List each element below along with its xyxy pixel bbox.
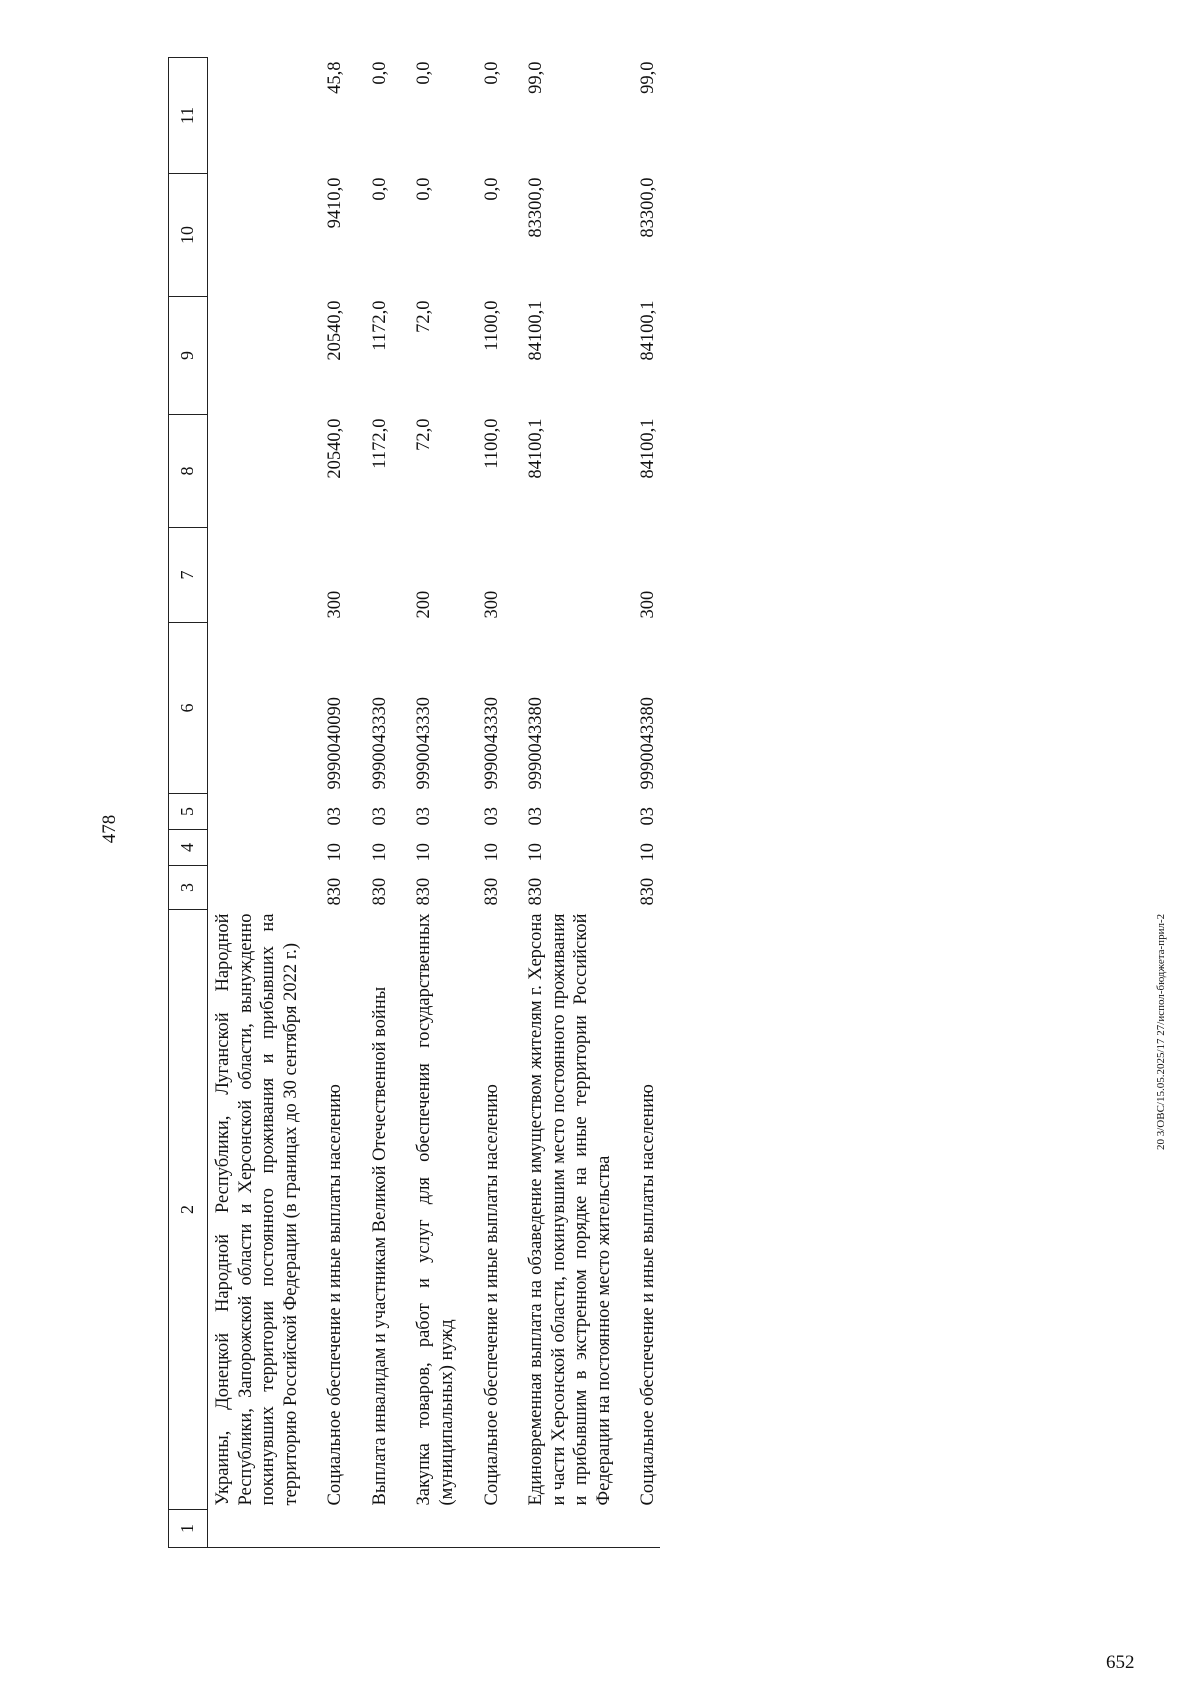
cell-c10: 83300,0 bbox=[638, 177, 659, 238]
cell-c3: 830 bbox=[526, 877, 547, 906]
cell-c4: 10 bbox=[526, 843, 547, 862]
row-name: Украины, Донецкой Народной Республики, Луганской Народной Республики, Запорожской области и Херсонской области, вынужденно покинувших территории постоянного проживания и прибывших на территорию Российской Федерации (в границах до 30 сентября 2022 г.) bbox=[213, 913, 301, 1506]
cell-c4: 10 bbox=[481, 843, 502, 862]
header-cell: 9 bbox=[169, 297, 208, 415]
cell-c8: 84100,1 bbox=[638, 418, 659, 479]
cell-c7: 300 bbox=[481, 590, 502, 619]
table-row bbox=[459, 58, 504, 1548]
header-cell: 7 bbox=[169, 528, 208, 623]
cell-c9: 1100,0 bbox=[481, 300, 502, 351]
cell-c4: 10 bbox=[369, 843, 390, 862]
row-name: Единовременная выплата на обзаведение имуществом жителям г. Херсона и части Херсонской области, покинувшим место постоянного проживания и прибывшим в экстренном порядке на иные территории Российской Федерации на постоянное место жительства bbox=[526, 913, 614, 1506]
cell-c9: 20540,0 bbox=[325, 300, 346, 361]
cell-c7: 200 bbox=[414, 590, 435, 619]
cell-c7: 300 bbox=[325, 590, 346, 619]
cell-c10: 0,0 bbox=[369, 177, 390, 201]
cell-c6: 9990043330 bbox=[414, 697, 435, 790]
cell-c3: 830 bbox=[414, 877, 435, 906]
cell-c7 bbox=[347, 528, 392, 623]
cell-c8: 84100,1 bbox=[526, 418, 547, 479]
cell-c5: 03 bbox=[325, 807, 346, 826]
cell-c7 bbox=[503, 528, 615, 623]
header-cell: 3 bbox=[169, 866, 208, 910]
cell-c11: 45,8 bbox=[325, 61, 346, 94]
table-row bbox=[347, 58, 392, 1548]
cell-c6: 9990040090 bbox=[325, 697, 346, 790]
table-row bbox=[391, 58, 458, 1548]
cell-c11: 0,0 bbox=[481, 61, 502, 85]
cell-c3: 830 bbox=[325, 877, 346, 906]
row-name: Социальное обеспечение и иные выплаты населению bbox=[325, 1084, 346, 1506]
cell-c5: 03 bbox=[481, 807, 502, 826]
cell-c6: 9990043330 bbox=[369, 697, 390, 790]
header-row bbox=[169, 58, 208, 1548]
header-cell: 5 bbox=[169, 794, 208, 830]
table-row bbox=[615, 58, 660, 1548]
cell-c9: 1172,0 bbox=[369, 300, 390, 351]
header-cell: 6 bbox=[169, 623, 208, 794]
cell-c8: 1100,0 bbox=[481, 418, 502, 469]
cell-c4: 10 bbox=[638, 843, 659, 862]
cell-c11: 99,0 bbox=[638, 61, 659, 94]
cell-c9: 72,0 bbox=[414, 300, 435, 333]
cell-c8: 72,0 bbox=[414, 418, 435, 451]
cell-c5: 03 bbox=[638, 807, 659, 826]
cell-c6: 9990043380 bbox=[526, 697, 547, 790]
rotated-table-container bbox=[168, 58, 958, 1548]
cell-c6: 9990043330 bbox=[481, 697, 502, 790]
cell-c11: 0,0 bbox=[369, 61, 390, 85]
header-cell: 1 bbox=[169, 1510, 208, 1548]
cell-c10: 83300,0 bbox=[526, 177, 547, 238]
cell-c4: 10 bbox=[414, 843, 435, 862]
table-row bbox=[302, 58, 347, 1548]
cell-c6: 9990043380 bbox=[638, 697, 659, 790]
cell-c4: 10 bbox=[325, 843, 346, 862]
page-number-top: 478 bbox=[99, 814, 120, 844]
header-cell: 2 bbox=[169, 910, 208, 1510]
cell-c8: 20540,0 bbox=[325, 418, 346, 479]
cell-c10: 9410,0 bbox=[325, 177, 346, 229]
header-cell: 4 bbox=[169, 830, 208, 866]
cell-c5: 03 bbox=[369, 807, 390, 826]
cell-c10: 0,0 bbox=[414, 177, 435, 201]
row-name: Выплата инвалидам и участникам Великой Отечественной войны bbox=[369, 986, 390, 1506]
cell-c9: 84100,1 bbox=[526, 300, 547, 361]
header-cell: 8 bbox=[169, 415, 208, 528]
row-name: Социальное обеспечение и иные выплаты населению bbox=[481, 1084, 502, 1506]
page-number-bottom: 652 bbox=[1106, 1652, 1135, 1673]
cell-c9: 84100,1 bbox=[638, 300, 659, 361]
cell-c5: 03 bbox=[526, 807, 547, 826]
cell-c3: 830 bbox=[638, 877, 659, 906]
table-row bbox=[208, 58, 303, 1548]
cell-c7: 300 bbox=[638, 590, 659, 619]
cell-c10: 0,0 bbox=[481, 177, 502, 201]
footer-document-code: 20 3/OBC/15.05.2025/17 27/испол-бюджета-прил-2 bbox=[1155, 913, 1167, 1150]
table-row bbox=[503, 58, 615, 1548]
row-name: Закупка товаров, работ и услуг для обеспечения государственных (муниципальных) нужд bbox=[414, 913, 457, 1506]
cell-c3: 830 bbox=[369, 877, 390, 906]
cell-c3: 830 bbox=[481, 877, 502, 906]
cell-c11: 0,0 bbox=[414, 61, 435, 85]
cell-c11: 99,0 bbox=[526, 61, 547, 94]
header-cell: 11 bbox=[169, 58, 208, 174]
cell-c8: 1172,0 bbox=[369, 418, 390, 469]
header-cell: 10 bbox=[169, 174, 208, 297]
budget-table bbox=[168, 57, 660, 1548]
cell-c5: 03 bbox=[414, 807, 435, 826]
row-name: Социальное обеспечение и иные выплаты населению bbox=[638, 1084, 659, 1506]
